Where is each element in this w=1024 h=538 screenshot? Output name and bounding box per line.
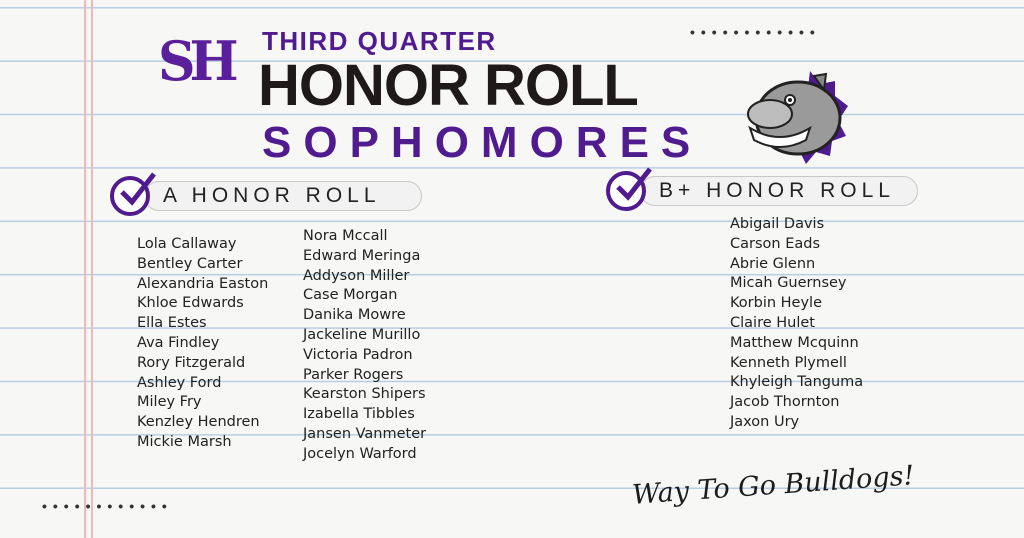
notebook-margin-line — [84, 0, 86, 538]
student-name: Ava Findley — [137, 334, 220, 351]
student-name: Kenneth Plymell — [730, 354, 847, 371]
student-name: Abigail Davis — [730, 216, 825, 232]
student-name: Miley Fry — [137, 394, 202, 411]
student-name: Victoria Padron — [303, 346, 413, 363]
student-name: Alexandria Easton — [137, 275, 269, 292]
decorative-dots: •••••••••••• — [42, 498, 173, 514]
student-name: Micah Guernsey — [730, 275, 847, 292]
student-name: Khyleigh Tanguma — [730, 374, 864, 391]
student-name: Jacob Thornton — [730, 394, 840, 411]
student-name: Kenzley Hendren — [137, 414, 260, 431]
decorative-dots: •••••••••••• — [690, 24, 821, 40]
b-honor-roll-header — [606, 171, 918, 211]
checkmark-circle-icon — [606, 171, 646, 211]
student-name: Izabella Tibbles — [303, 406, 415, 423]
b-honor-roll-list — [730, 215, 863, 433]
student-name: Jansen Vanmeter — [303, 425, 427, 442]
student-name: Abrie Glenn — [730, 255, 816, 272]
student-name: Bentley Carter — [137, 255, 243, 272]
student-name: Edward Meringa — [303, 247, 421, 264]
student-name: Mickie Marsh — [137, 433, 232, 450]
student-name: Matthew Mcquinn — [730, 334, 859, 351]
a-honor-roll-header — [110, 176, 422, 216]
a-honor-roll-column-1 — [137, 235, 268, 453]
student-name: Claire Hulet — [730, 314, 815, 331]
student-name: Rory Fitzgerald — [137, 354, 246, 371]
student-name: Addyson Miller — [303, 267, 410, 284]
student-name: Jackeline Murillo — [303, 326, 421, 343]
a-honor-roll-label: A HONOR ROLL — [144, 181, 422, 211]
student-name: Ashley Ford — [137, 374, 222, 391]
checkmark-circle-icon — [110, 176, 150, 216]
a-honor-roll-column-2 — [303, 227, 426, 465]
student-name: Parker Rogers — [303, 366, 404, 383]
student-name: Korbin Heyle — [730, 295, 823, 312]
subtitle: THIRD QUARTER — [262, 26, 497, 56]
b-honor-roll-label: B+ HONOR ROLL — [640, 176, 918, 206]
student-name: Nora Mccall — [303, 228, 388, 244]
student-name: Kearston Shipers — [303, 386, 426, 403]
school-logo: SH — [158, 29, 233, 94]
notebook-margin-line — [91, 0, 93, 538]
student-name: Danika Mowre — [303, 307, 406, 324]
student-name: Jocelyn Warford — [303, 445, 417, 462]
student-name: Case Morgan — [303, 287, 398, 304]
student-name: Jaxon Ury — [730, 413, 800, 430]
student-name: Carson Eads — [730, 235, 821, 252]
student-name: Khloe Edwards — [137, 295, 244, 312]
student-name: Ella Estes — [137, 315, 207, 332]
page-title: HONOR ROLL — [258, 53, 638, 118]
grade-heading: SOPHOMORES — [262, 118, 703, 167]
bulldog-mascot-icon — [740, 66, 852, 166]
student-name: Lola Callaway — [137, 236, 237, 252]
signoff-text: Way To Go Bulldogs! — [631, 460, 916, 511]
